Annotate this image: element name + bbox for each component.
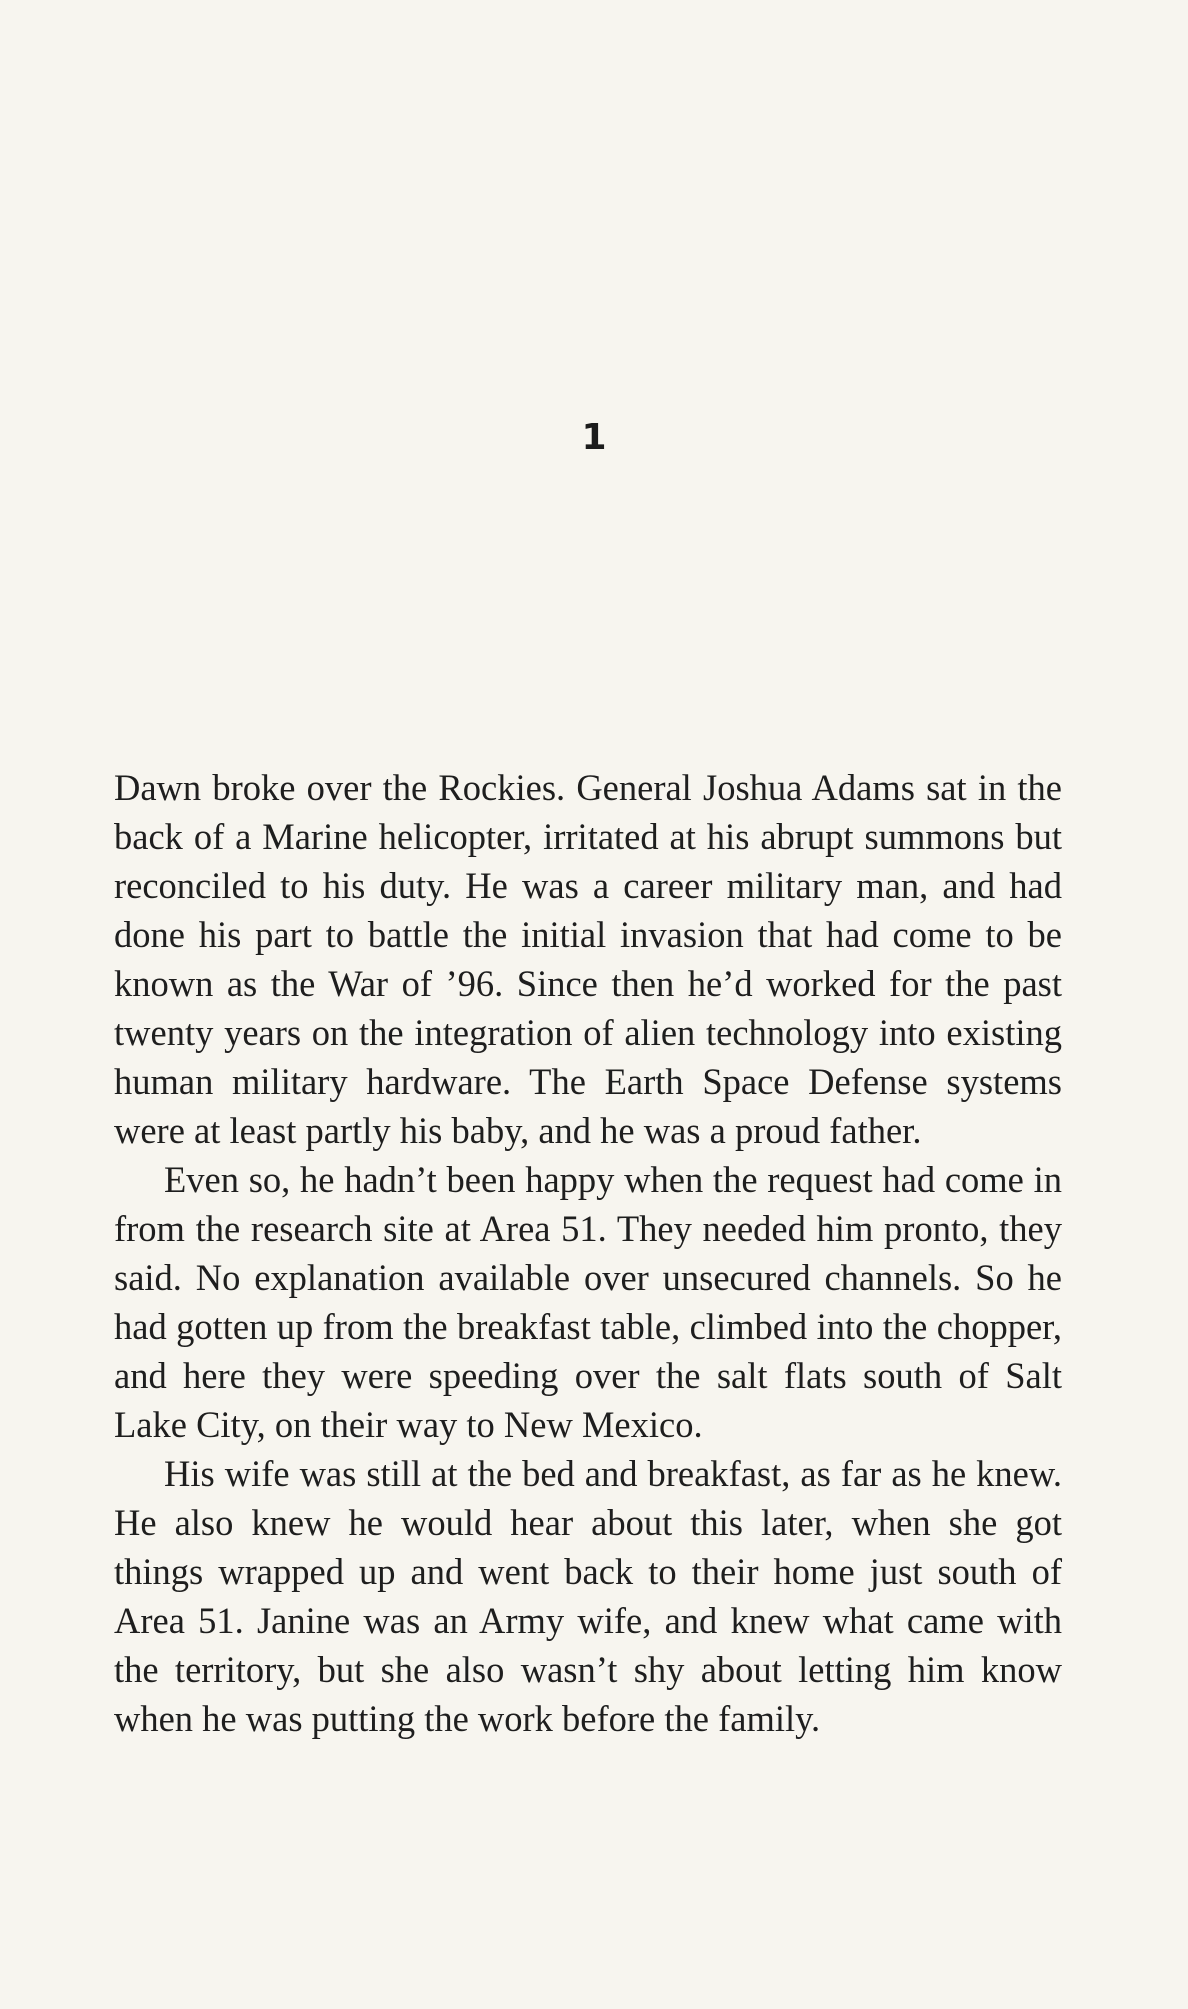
chapter-body — [114, 763, 1062, 1743]
paragraph-1: Dawn broke over the Rockies. General Joshua Adams sat in the back of a Marine helicopter, irritated at his abrupt summons but reconciled to his duty. He was a career military man, and had done his part to battle the initial invasion that had come to be known as the War of ’96. Since then he’d worked for the past twenty years on the integration of alien technology into existing human military hardware. The Earth Space Defense systems were at least partly his baby, and he was a proud father. — [114, 767, 1062, 1151]
chapter-number: 1 — [581, 417, 607, 458]
paragraph-2: Even so, he hadn’t been happy when the request had come in from the research site at Area 51. They needed him pronto, they said. No explanation available over unsecured channels. So he had gotten up from the breakfast table, climbed into the chopper, and here they were speeding over the salt flats south of Salt Lake City, on their way to New Mexico. — [114, 1159, 1062, 1445]
paragraph-3: His wife was still at the bed and breakfast, as far as he knew. He also knew he would hear about this later, when she got things wrapped up and went back to their home just south of Area 51. Janine was an Army wife, and knew what came with the territory, but she also wasn’t shy about letting him know when he was putting the work before the family. — [114, 1453, 1062, 1739]
